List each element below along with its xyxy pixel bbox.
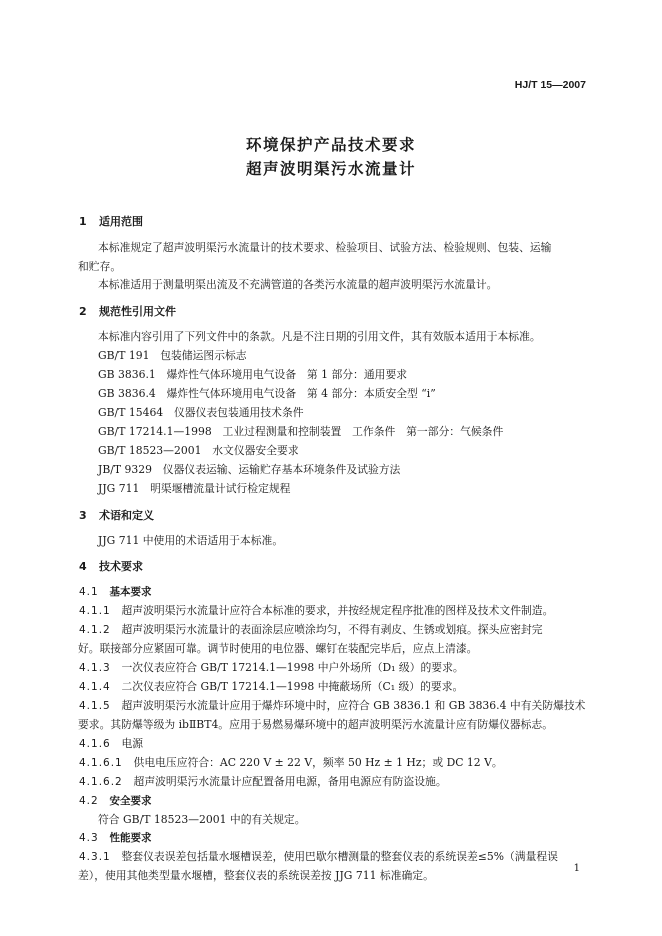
section-number: 4: [79, 560, 87, 573]
clause-number: 4.2: [79, 795, 99, 807]
clause-text-continuation: 差），使用其他类型量水堰槽，整套仪表的系统误差按 JJG 711 标准确定。: [78, 869, 434, 882]
clause-number: 4.1.6.2: [79, 776, 123, 788]
clause-text: 整套仪表误差包括量水堰槽误差，使用巴歇尔槽测量的整套仪表的系统误差≤5%（满量程误: [121, 850, 558, 863]
standard-number: HJ/T 15—2007: [514, 79, 586, 91]
clause-text-continuation: 好。联接部分应紧固可靠。调节时使用的电位器、螺钉在装配完毕后，应点上清漆。: [78, 642, 478, 655]
clause-text: 超声波明渠污水流量计应用于爆炸环境中时，应符合 GB 3836.1 和 GB 3836.4 中有关防爆技术: [121, 699, 586, 712]
clause-text: 超声波明渠污水流量计的表面涂层应喷涂均匀，不得有剥皮、生锈或划痕。探头应密封完: [121, 623, 543, 636]
reference-item: JJG 711 明渠堰槽流量计试行检定规程: [98, 482, 291, 495]
paragraph-continuation: 和贮存。: [78, 260, 122, 273]
clause-title: 安全要求: [109, 795, 152, 807]
section-number: 3: [79, 509, 87, 522]
clause-4-1-5: [79, 698, 585, 713]
clause-number: 4.3: [79, 832, 99, 844]
clause-4-1-6-heading: [79, 736, 143, 751]
clause-number: 4.1.2: [79, 624, 111, 636]
clause-number: 4.1.6: [79, 738, 111, 750]
section-number: 2: [79, 305, 87, 318]
clause-4-1-4: [79, 679, 463, 694]
clause-number: 4.1: [79, 586, 99, 598]
clause-4-1-2: [79, 622, 543, 637]
reference-item: JB/T 9329 仪器仪表运输、运输贮存基本环境条件及试验方法: [98, 463, 401, 476]
clause-title: 电源: [121, 737, 144, 750]
clause-number: 4.3.1: [79, 851, 111, 863]
reference-item: GB 3836.4 爆炸性气体环境用电气设备 第 4 部分：本质安全型 “i”: [98, 387, 436, 400]
clause-text: 超声波明渠污水流量计应符合本标准的要求，并按经规定程序批准的图样及技术文件制造。: [121, 604, 554, 617]
document-subtitle: 超声波明渠污水流量计: [245, 160, 416, 178]
page-number: 1: [573, 863, 580, 874]
clause-4-3-1: [79, 849, 558, 864]
clause-number: 4.1.3: [79, 662, 111, 674]
paragraph: JJG 711 中使用的术语适用于本标准。: [98, 534, 284, 547]
clause-title: 基本要求: [109, 586, 152, 598]
section-title: 适用范围: [99, 215, 143, 228]
reference-item: GB/T 17214.1—1998 工业过程测量和控制装置 工作条件 第一部分：气候条件: [98, 425, 504, 438]
clause-4-1-6-1: [79, 755, 503, 770]
section-3-heading: [79, 507, 154, 523]
paragraph: 本标准规定了超声波明渠污水流量计的技术要求、检验项目、试验方法、检验规则、包装、运输: [98, 241, 552, 254]
clause-text: 超声波明渠污水流量计应配置备用电源，备用电源应有防盗设施。: [133, 775, 447, 788]
clause-4-1-1: [79, 603, 553, 618]
section-4-heading: [79, 558, 143, 574]
clause-4-1-heading: [79, 584, 152, 599]
reference-item: GB/T 191 包装储运图示标志: [98, 349, 247, 362]
clause-4-1-3: [79, 660, 464, 675]
paragraph: 本标准适用于测量明渠出流及不充满管道的各类污水流量的超声波明渠污水流量计。: [98, 278, 498, 291]
clause-number: 4.1.6.1: [79, 757, 123, 769]
reference-item: GB/T 15464 仪器仪表包装通用技术条件: [98, 406, 304, 419]
clause-4-2-heading: [79, 793, 152, 808]
clause-4-3-heading: [79, 830, 152, 845]
section-title: 术语和定义: [99, 509, 154, 522]
reference-item: GB 3836.1 爆炸性气体环境用电气设备 第 1 部分：通用要求: [98, 368, 408, 381]
section-2-heading: [79, 303, 176, 319]
section-number: 1: [79, 215, 87, 228]
section-title: 规范性引用文件: [99, 305, 176, 318]
reference-item: GB/T 18523—2001 水文仪器安全要求: [98, 444, 299, 457]
clause-number: 4.1.4: [79, 681, 111, 693]
clause-4-1-6-2: [79, 774, 447, 789]
section-1-heading: [79, 213, 143, 229]
clause-text: 符合 GB/T 18523—2001 中的有关规定。: [98, 813, 306, 826]
clause-text-continuation: 要求。其防爆等级为 ibⅡBT4。应用于易燃易爆环境中的超声波明渠污水流量计应有防爆仪器标志。: [78, 718, 554, 731]
clause-number: 4.1.5: [79, 700, 111, 712]
clause-number: 4.1.1: [79, 605, 111, 617]
clause-text: 一次仪表应符合 GB/T 17214.1—1998 中户外场所（D₁ 级）的要求。: [121, 661, 464, 674]
section-title: 技术要求: [99, 560, 143, 573]
document-title: 环境保护产品技术要求: [245, 136, 416, 154]
clause-text: 二次仪表应符合 GB/T 17214.1—1998 中掩蔽场所（C₁ 级）的要求。: [121, 680, 464, 693]
clause-text: 供电电压应符合：AC 220 V ± 22 V，频率 50 Hz ± 1 Hz；或 DC 12 V。: [133, 756, 503, 769]
paragraph: 本标准内容引用了下列文件中的条款。凡是不注日期的引用文件，其有效版本适用于本标准。: [98, 330, 541, 343]
clause-title: 性能要求: [109, 832, 152, 844]
